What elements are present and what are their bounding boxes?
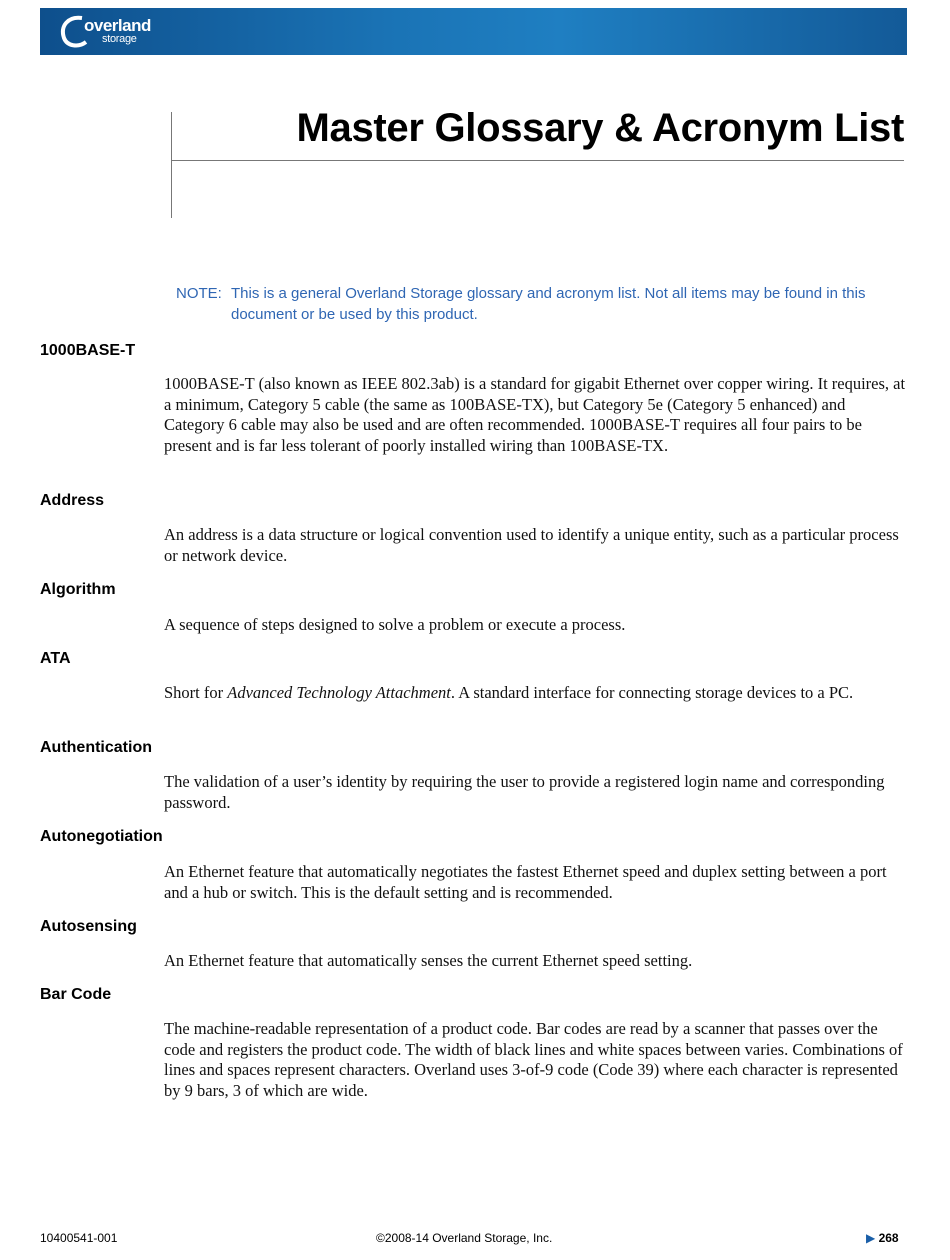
logo-text-overland: overland — [84, 16, 151, 35]
term-definition — [164, 683, 906, 704]
page-arrow-icon: ▶ — [866, 1231, 876, 1245]
term-heading: Bar Code — [40, 986, 112, 1003]
term-heading: Autonegotiation — [40, 828, 163, 845]
term-definition: An Ethernet feature that automatically senses the current Ethernet speed setting. — [164, 951, 693, 970]
term-heading: Autosensing — [40, 918, 137, 935]
title-horizontal-rule — [171, 160, 904, 161]
term-definition: A sequence of steps designed to solve a problem or execute a process. — [164, 615, 626, 634]
note-label: NOTE: — [176, 285, 222, 302]
note-block — [176, 283, 896, 325]
term-heading: Authentication — [40, 739, 152, 756]
term-heading: Address — [40, 492, 105, 509]
header-banner — [40, 8, 907, 55]
footer-page — [866, 1231, 899, 1245]
logo-text-storage: storage — [102, 33, 137, 45]
footer-copyright: ©2008-14 Overland Storage, Inc. — [376, 1231, 553, 1245]
term-definition: An address is a data structure or logical convention used to identify a unique entity, such as a particular process or network device. — [164, 525, 899, 565]
page-title: Master Glossary & Acronym List — [296, 106, 904, 150]
note-text: This is a general Overland Storage glossary and acronym list. Not all items may be found in this document or be used by this product. — [231, 285, 866, 323]
page-number: 268 — [878, 1231, 899, 1245]
term-heading: 1000BASE-T — [40, 342, 136, 359]
term-definition: 1000BASE-T (also known as IEEE 802.3ab) is a standard for gigabit Ethernet over copper wiring. It requires, at a minimum, Category 5 cable (the same as 100BASE-TX), but Category 5e (Category 5 enhanced) and Category 6 cable may also be used and are often recommended. 1000BASE-T requires all four pairs to be present and is far less tolerant of poorly installed wiring than 100BASE-TX. — [164, 374, 906, 455]
term-definition: The validation of a user’s identity by requiring the user to provide a registered login name and corresponding password. — [164, 772, 885, 812]
overland-storage-logo — [58, 12, 158, 52]
footer-doc-number: 10400541-001 — [40, 1231, 118, 1245]
term-definition: The machine-readable representation of a product code. Bar codes are read by a scanner that passes over the code and registers the product code. The width of black lines and white spaces between varies. Combinations of lines and spaces represent characters. Overland uses 3-of-9 code (Code 39) where each character is represented by 9 bars, 3 of which are wide. — [164, 1019, 903, 1100]
title-vertical-rule — [171, 112, 172, 218]
term-heading: Algorithm — [40, 581, 116, 598]
definition-text: Short for — [164, 683, 228, 702]
term-heading: ATA — [40, 650, 71, 667]
definition-text: . A standard interface for connecting storage devices to a PC. — [450, 683, 854, 702]
definition-italic-text: Advanced Technology Attachment — [227, 683, 451, 702]
term-definition: An Ethernet feature that automatically negotiates the fastest Ethernet speed and duplex setting between a port and a hub or switch. This is the default setting and is recommended. — [164, 862, 887, 902]
